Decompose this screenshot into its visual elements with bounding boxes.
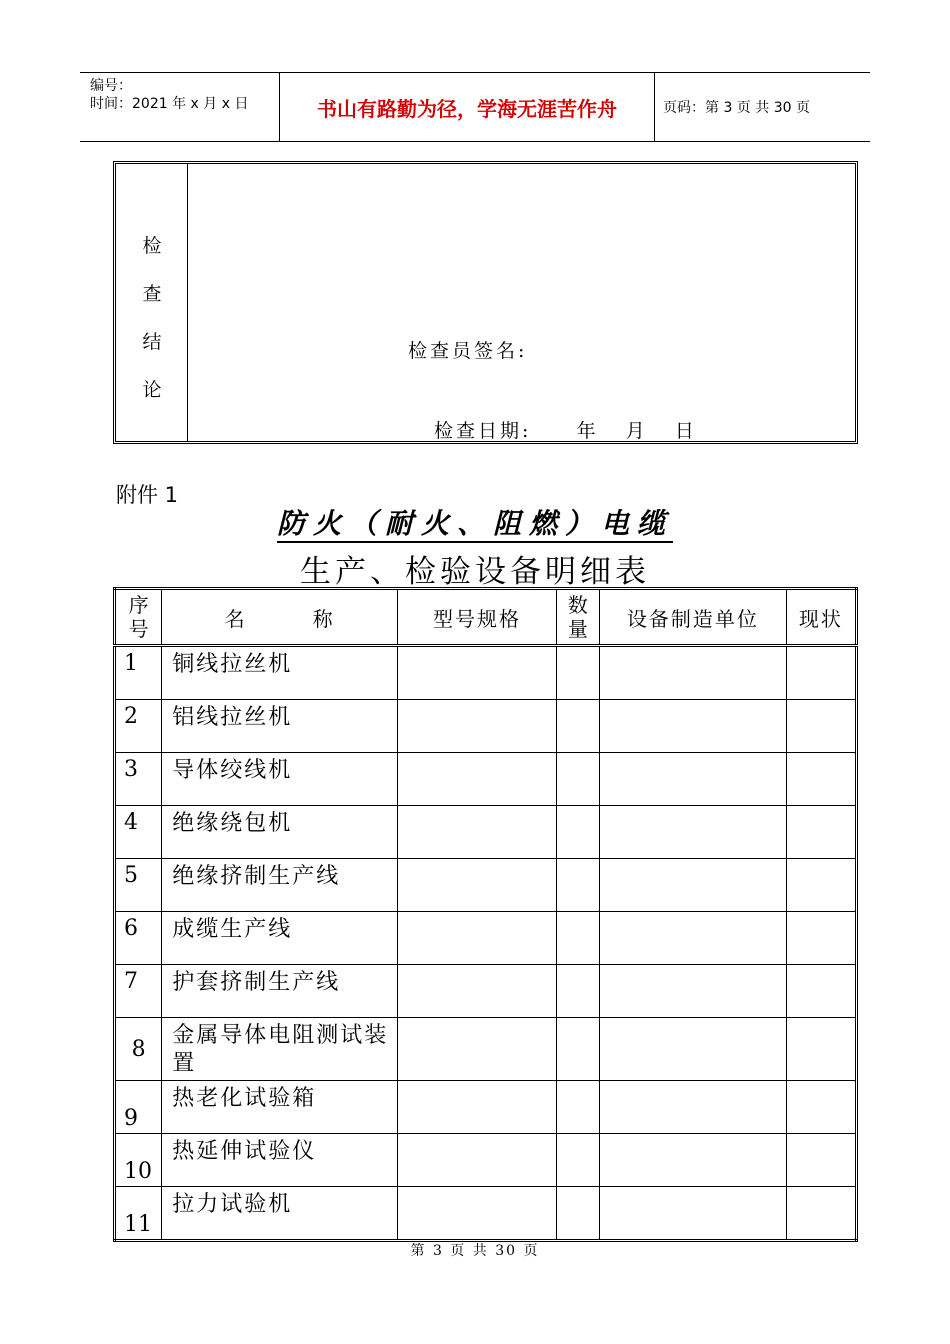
row-status: [786, 646, 856, 700]
row-name: 热延伸试验仪: [162, 1134, 398, 1187]
row-status: [786, 965, 856, 1018]
inspection-conclusion-box: [113, 161, 858, 444]
row-qty: [556, 1134, 599, 1187]
row-no: 4: [115, 806, 162, 859]
row-status: [786, 912, 856, 965]
row-model: [398, 912, 557, 965]
label-char: 查: [142, 283, 162, 305]
row-status: [786, 700, 856, 753]
row-name: 导体绞线机: [162, 753, 398, 806]
row-name: 绝缘绕包机: [162, 806, 398, 859]
equipment-table: [113, 587, 858, 1242]
conclusion-label: [116, 164, 188, 441]
table-row: [115, 700, 857, 753]
label-char: 结: [142, 331, 162, 353]
inspector-signature: 检查员签名:: [408, 340, 528, 362]
row-no: 7: [115, 965, 162, 1018]
table-row: [115, 1134, 857, 1187]
inspection-date: 检查日期: 年 月 日: [434, 420, 697, 442]
number-label: 编号：: [90, 78, 132, 94]
row-status: [786, 859, 856, 912]
header-qty: [556, 589, 599, 646]
row-status: [786, 1081, 856, 1134]
row-qty: [556, 700, 599, 753]
table-row: [115, 965, 857, 1018]
row-status: [786, 1018, 856, 1081]
table-header-row: [115, 589, 857, 646]
header-seq-bottom: 号: [128, 617, 149, 641]
row-maker: [599, 1187, 786, 1241]
row-maker: [599, 965, 786, 1018]
row-name: 铝线拉丝机: [162, 700, 398, 753]
row-no: 6: [115, 912, 162, 965]
row-maker: [599, 1134, 786, 1187]
row-qty: [556, 1187, 599, 1241]
header-maker: 设备制造单位: [599, 589, 786, 646]
row-qty: [556, 859, 599, 912]
row-qty: [556, 965, 599, 1018]
header-name: 名 称: [162, 589, 398, 646]
row-status: [786, 1187, 856, 1241]
row-qty: [556, 1081, 599, 1134]
header-meta: [80, 73, 280, 141]
row-model: [398, 646, 557, 700]
row-model: [398, 1187, 557, 1241]
row-name: 金属导体电阻测试装置: [162, 1018, 398, 1081]
row-no: 1: [115, 646, 162, 700]
row-maker: [599, 859, 786, 912]
row-name: 铜线拉丝机: [162, 646, 398, 700]
page-footer: 第 3 页 共 30 页: [410, 1243, 540, 1259]
row-maker: [599, 753, 786, 806]
row-maker: [599, 1018, 786, 1081]
header-seq: [115, 589, 162, 646]
row-no: 8: [115, 1018, 162, 1081]
time-label: 时间：2021 年 x 月 x 日: [90, 96, 249, 112]
table-row: [115, 806, 857, 859]
row-model: [398, 965, 557, 1018]
row-name: 拉力试验机: [162, 1187, 398, 1241]
table-row: [115, 1018, 857, 1081]
document-title-text: 防火（耐火、阻燃）电缆: [277, 507, 673, 543]
row-model: [398, 806, 557, 859]
row-maker: [599, 806, 786, 859]
row-name: 成缆生产线: [162, 912, 398, 965]
row-no: 9: [115, 1081, 162, 1134]
label-char: 检: [142, 235, 162, 257]
row-maker: [599, 912, 786, 965]
row-no: 10: [115, 1134, 162, 1187]
row-no: 11: [115, 1187, 162, 1241]
page-header: [80, 72, 870, 142]
attachment-label: 附件 1: [116, 483, 179, 507]
header-motto: 书山有路勤为径，学海无涯苦作舟: [280, 73, 655, 141]
document-title: [0, 502, 950, 542]
document-subtitle: 生产、检验设备明细表: [300, 554, 650, 590]
row-name: 护套挤制生产线: [162, 965, 398, 1018]
row-model: [398, 1081, 557, 1134]
row-qty: [556, 912, 599, 965]
table-row: [115, 1081, 857, 1134]
table-row: [115, 753, 857, 806]
row-status: [786, 753, 856, 806]
row-maker: [599, 700, 786, 753]
row-model: [398, 700, 557, 753]
header-status: 现状: [786, 589, 856, 646]
row-no: 5: [115, 859, 162, 912]
table-row: [115, 912, 857, 965]
row-name: 热老化试验箱: [162, 1081, 398, 1134]
row-no: 2: [115, 700, 162, 753]
row-name: 绝缘挤制生产线: [162, 859, 398, 912]
header-seq-top: 序: [128, 593, 149, 617]
row-qty: [556, 646, 599, 700]
header-model: 型号规格: [398, 589, 557, 646]
row-model: [398, 859, 557, 912]
row-status: [786, 806, 856, 859]
table-row: [115, 646, 857, 700]
row-qty: [556, 806, 599, 859]
row-model: [398, 753, 557, 806]
row-maker: [599, 646, 786, 700]
header-page-info: 页码：第 3 页 共 30 页: [663, 100, 810, 116]
row-model: [398, 1018, 557, 1081]
header-qty-top: 数: [567, 593, 588, 617]
header-qty-bottom: 量: [567, 617, 588, 641]
row-no: 3: [115, 753, 162, 806]
label-char: 论: [142, 379, 162, 401]
table-row: [115, 1187, 857, 1241]
row-qty: [556, 1018, 599, 1081]
row-maker: [599, 1081, 786, 1134]
row-model: [398, 1134, 557, 1187]
row-qty: [556, 753, 599, 806]
table-row: [115, 859, 857, 912]
row-status: [786, 1134, 856, 1187]
